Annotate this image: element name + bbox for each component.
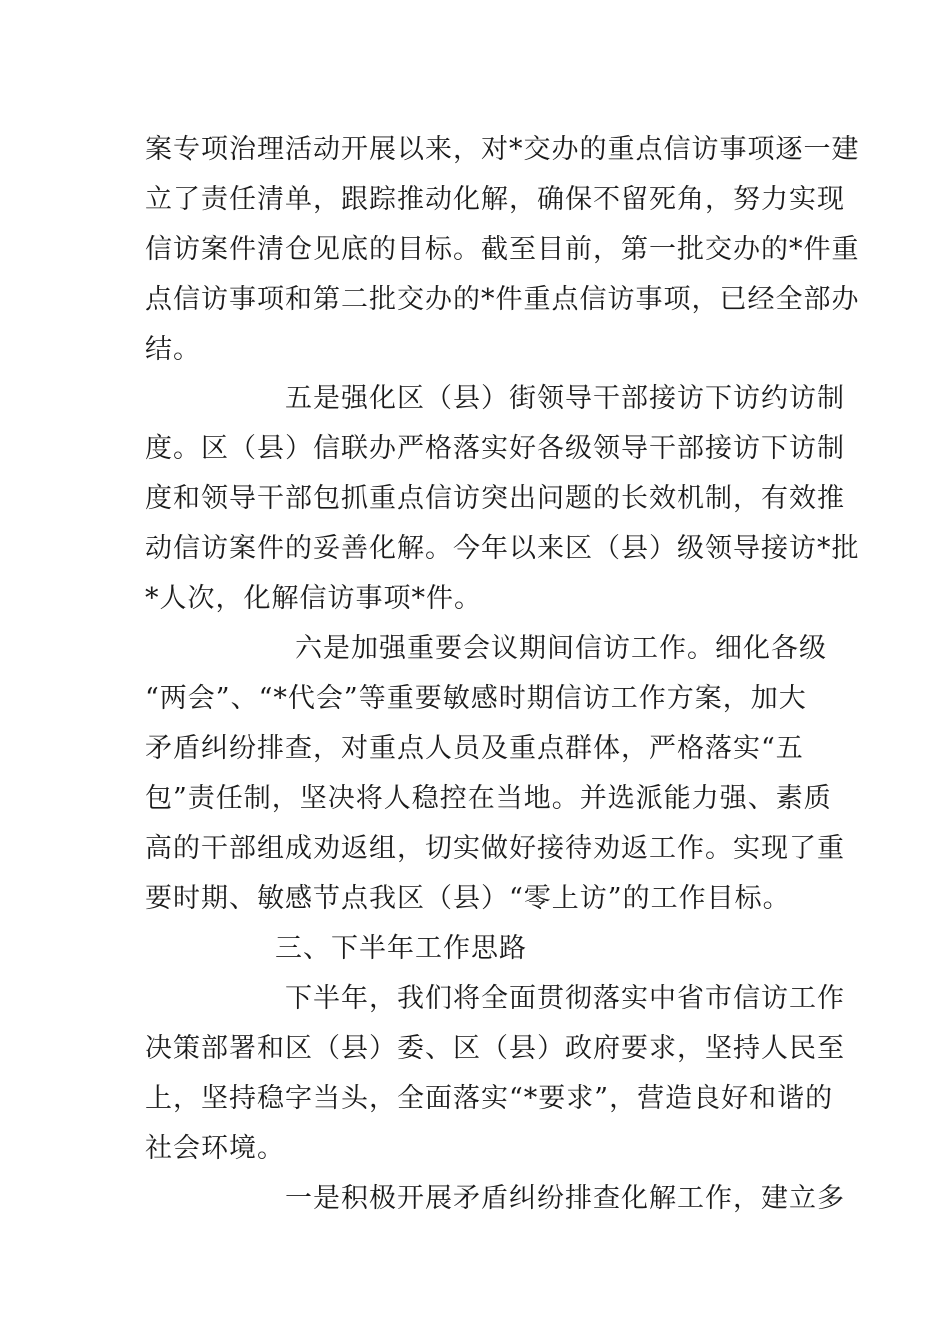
p3-line-6: 要时期、敏感节点我区（县）“零上访”的工作目标。 (145, 883, 791, 914)
section-heading: 三、下半年工作思路 (275, 933, 527, 964)
p4-line-2: 决策部署和区（县）委、区（县）政府要求，坚持人民至 (145, 1033, 845, 1064)
p3-line-3: 矛盾纠纷排查，对重点人员及重点群体，严格落实“五 (145, 733, 804, 764)
p3-line-4: 包”责任制，坚决将人稳控在当地。并选派能力强、素质 (145, 783, 832, 814)
p2-line-1: 五是强化区（县）街领导干部接访下访约访制 (285, 383, 845, 414)
p3-line-2: “两会”、“*代会”等重要敏感时期信访工作方案，加大 (145, 683, 807, 714)
p4-line-1: 下半年，我们将全面贯彻落实中省市信访工作 (285, 983, 845, 1014)
p3-line-5: 高的干部组成劝返组，切实做好接待劝返工作。实现了重 (145, 833, 845, 864)
p1-line-3: 信访案件清仓见底的目标。截至目前，第一批交办的*件重 (145, 234, 860, 265)
p2-line-4: 动信访案件的妥善化解。今年以来区（县）级领导接访*批 (145, 533, 860, 564)
p2-line-2: 度。区（县）信联办严格落实好各级领导干部接访下访制 (145, 433, 845, 464)
p1-line-2: 立了责任清单，跟踪推动化解，确保不留死角，努力实现 (145, 184, 845, 215)
p2-line-3: 度和领导干部包抓重点信访突出问题的长效机制，有效推 (145, 483, 845, 514)
p2-line-5: *人次，化解信访事项*件。 (145, 583, 482, 614)
p1-line-1: 案专项治理活动开展以来，对*交办的重点信访事项逐一建 (145, 134, 860, 165)
p4-line-4: 社会环境。 (145, 1133, 285, 1164)
p1-line-4: 点信访事项和第二批交办的*件重点信访事项，已经全部办 (145, 284, 860, 315)
p3-line-1: 六是加强重要会议期间信访工作。细化各级 (295, 633, 827, 664)
p4-line-3: 上，坚持稳字当头，全面落实“*要求”，营造良好和谐的 (145, 1083, 834, 1114)
p1-line-5: 结。 (145, 334, 201, 365)
p5-line-1: 一是积极开展矛盾纠纷排查化解工作，建立多 (285, 1183, 845, 1214)
